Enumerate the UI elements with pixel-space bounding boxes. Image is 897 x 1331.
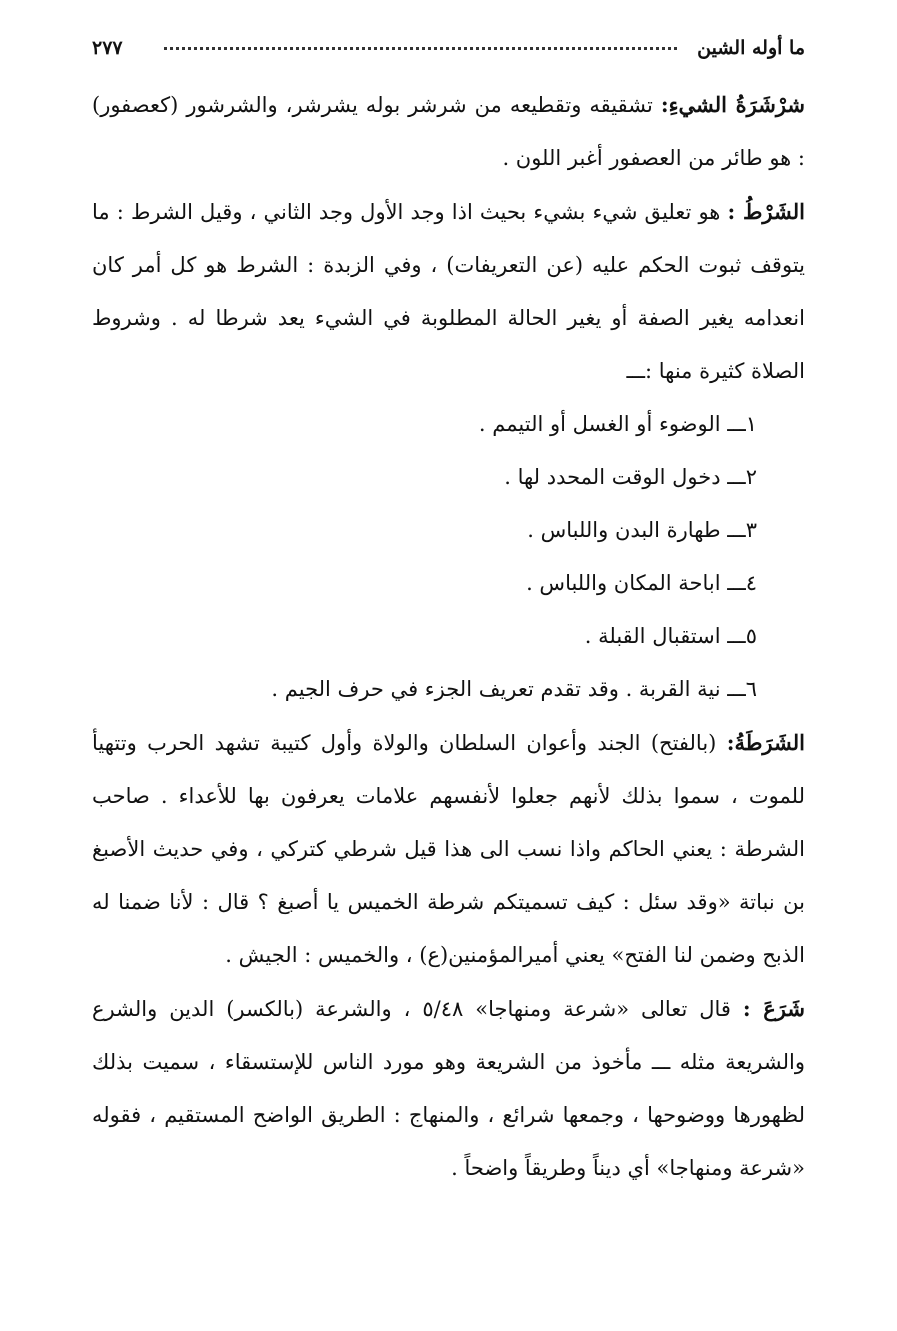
entry-shurta bbox=[92, 716, 805, 982]
book-page bbox=[92, 30, 805, 1331]
entry-sharshara bbox=[92, 78, 805, 185]
page-content bbox=[92, 78, 805, 1195]
entry-body: قال تعالى «شرعة ومنهاجا» ٥/٤٨ ، والشرعة (بالكسر) الدين والشرع والشريعة مثله ـــ مأخوذ من الشريعة وهو مورد الناس للإستسقاء ، سميت بذلك لظهورها ووضوحها ، وجمعها شرائع ، والمنهاج : الطريق الواضح المستقيم ، فقوله «شرعة ومنهاجا» أي ديناً وطريقاً واضحاً . bbox=[92, 997, 805, 1180]
list-item: ٢ـــ دخول الوقت المحدد لها . bbox=[504, 465, 757, 489]
chapter-title: ما أوله الشين bbox=[697, 37, 805, 59]
list-item: ٥ـــ استقبال القبلة . bbox=[584, 624, 757, 648]
entry-term: الشَرَطَةُ: bbox=[726, 730, 805, 755]
prayer-conditions-list bbox=[92, 398, 805, 716]
entry-term: الشَرْطُ : bbox=[727, 199, 805, 224]
entry-body: تشقيقه وتقطيعه من شرشر بوله يشرشر، والشرشور (كعصفور) : هو طائر من العصفور أغبر اللون . bbox=[92, 93, 805, 170]
page-header bbox=[92, 30, 805, 66]
entry-body: هو تعليق شيء بشيء بحيث اذا وجد الأول وجد الثاني ، وقيل الشرط : ما يتوقف ثبوت الحكم عليه (عن التعريفات) ، وفي الزبدة : الشرط هو كل أمر كان انعدامه يغير الصفة أو يغير الحالة المطلوبة في الشيء يعد شرطا له . وشروط الصلاة كثيرة منها :ـــ bbox=[92, 200, 805, 383]
header-dotted-leader bbox=[164, 47, 677, 50]
entry-body: (بالفتح) الجند وأعوان السلطان والولاة وأول كتيبة تشهد الحرب وتتهيأ للموت ، سموا بذلك لأنهم جعلوا لأنفسهم علامات يعرفون بها للأعداء . صاحب الشرطة : يعني الحاكم واذا نسب الى هذا قيل شرطي كتركي ، وفي حديث الأصبغ بن نباتة «وقد سئل : كيف تسميتكم شرطة الخميس يا أصبغ ؟ قال : لأنا ضمنا له الذبح وضمن لنا الفتح» يعني أميرالمؤمنين(ع) ، والخميس : الجيش . bbox=[92, 731, 805, 967]
list-item: ٣ـــ طهارة البدن واللباس . bbox=[527, 518, 757, 542]
list-item: ٤ـــ اباحة المكان واللباس . bbox=[526, 571, 757, 595]
entry-sharaa bbox=[92, 982, 805, 1195]
entry-term: شرْشَرَةُ الشيءِ: bbox=[660, 92, 805, 117]
list-item: ٦ـــ نية القربة . وقد تقدم تعريف الجزء في حرف الجيم . bbox=[271, 677, 757, 701]
page-number: ٢٧٧ bbox=[92, 37, 123, 59]
list-item: ١ـــ الوضوء أو الغسل أو التيمم . bbox=[478, 412, 757, 436]
entry-term: شَرَعَ : bbox=[742, 996, 805, 1021]
entry-shart bbox=[92, 185, 805, 398]
